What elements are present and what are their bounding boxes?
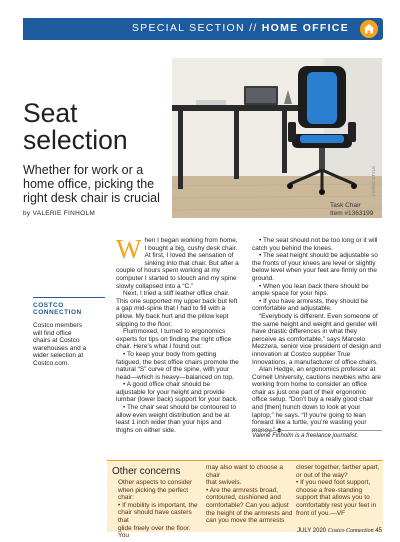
- other-concerns-title: Other concerns: [112, 466, 181, 477]
- article-paragraph: Alan Hedge, an ergonomics professor at Cornell University, cautions newbies who are working from home to consider an office chair as just one part of their ergonomic office setup. “Don’t buy a really good chair and [then] hunch down to look at your laptop,” he says. “If you’re going to lean forward like a turtle, you’re wasting your money.” ◆: [252, 366, 381, 434]
- article-paragraph: • The chair seat should be contoured to allow even weight distribution and be at least 1 inch wider than your hips and thighs on either side.: [116, 404, 237, 434]
- sidebar-rule: [33, 297, 105, 298]
- article-paragraph: Flummoxed, I turned to ergonomics experts for tips on finding the right office chair. Here’s what I found out:: [116, 328, 232, 351]
- byline: by VALERIE FINHOLM: [23, 210, 96, 217]
- article-column-2: [252, 237, 382, 434]
- sidebar-title: COSTCO CONNECTION: [33, 302, 82, 316]
- other-concerns-column-2: may also want to choose a chair that swivels. • Are the armrests broad, contoured, cushioned and comfortable? Can you adjust the height of the armrests and can you move the armrests: [206, 464, 293, 525]
- footer-magazine: Costco Connection: [327, 528, 374, 534]
- page-number: 45: [375, 528, 383, 534]
- article-paragraph: Next, I tried a stiff leather office chair. This one supported my upper back but left a gap mid-spine that I had to fill with a pillow. My back hurt and the pillow kept slipping to the floor.: [116, 290, 238, 328]
- footer-date: JULY 2020: [297, 528, 327, 534]
- drop-cap: W: [116, 234, 142, 264]
- article-paragraph: • When you lean back there should be ample space for your hips.: [252, 282, 369, 298]
- banner-text: [132, 22, 349, 34]
- article-paragraph: “Everybody is different. Even someone of the same height and weight and gender will have drastic differences in what they perceive as comfortable,” says Marcelo Mezzera, senior vice president of design and innovation at Costco supplier True Innovations, a manufacturer of office chairs.: [252, 312, 381, 366]
- section-banner: [23, 18, 383, 40]
- article-paragraph: • The seat height should be adjustable so the fronts of your knees are level or slightly below level when your feet are firmly on the ground.: [252, 252, 378, 282]
- article-text: hen I began working from home, I bought a big, cushy desk chair. At first, I loved the sensation of sinking into that chair. But after a couple of hours spent working at my computer I started to slouch and my spine slowly collapsed into a “C.”: [116, 237, 239, 290]
- photo-caption-item: Item #1363199: [330, 210, 374, 217]
- article-paragraph: • To keep your body from getting fatigued, the best office chairs promote the natural “S” curve of the spine, with your head—which is heavy—balanced on top.: [116, 350, 239, 381]
- photo-credit: LIVING STYLE: [371, 165, 376, 196]
- article-paragraph: • If you have armrests, they should be comfortable and adjustable.: [252, 297, 368, 313]
- article-column-1: [116, 234, 240, 434]
- article-paragraph: • The seat should not be too long or it will catch you behind the knees.: [252, 237, 378, 252]
- endnote-rule: [252, 430, 382, 431]
- other-concerns-column-3: closer together, farther apart, or out of the way? • If you need foot support, choose a free-standing support that allows you to comfortably rest your feet in front of you.—VF: [296, 464, 380, 517]
- house-icon: [360, 20, 378, 38]
- other-concerns-column-1: Other aspects to consider when picking the perfect chair: • If mobility is important, the chair should have casters that glide freely over the floor. You: [118, 479, 198, 540]
- other-concerns-rule: [107, 460, 383, 461]
- banner-category: HOME OFFICE: [261, 22, 349, 34]
- sidebar-text: Costco members will find office chairs at Costco warehouses and a wider selection at Costco.com.: [33, 322, 87, 367]
- article-paragraph: [116, 234, 240, 290]
- deck: Whether for work or a home office, picking the right desk chair is crucial: [23, 163, 160, 205]
- author-note: Valerie Finholm is a freelance journalist.: [252, 433, 359, 439]
- headline: Seat selection: [23, 98, 128, 155]
- banner-section: SPECIAL SECTION //: [131, 22, 262, 34]
- photo-caption-title: Task Chair: [330, 202, 361, 209]
- page-footer: [297, 528, 382, 534]
- article-paragraph: • A good office chair should be adjustable for your height and provide lumbar (lower back) support for your back.: [116, 381, 238, 404]
